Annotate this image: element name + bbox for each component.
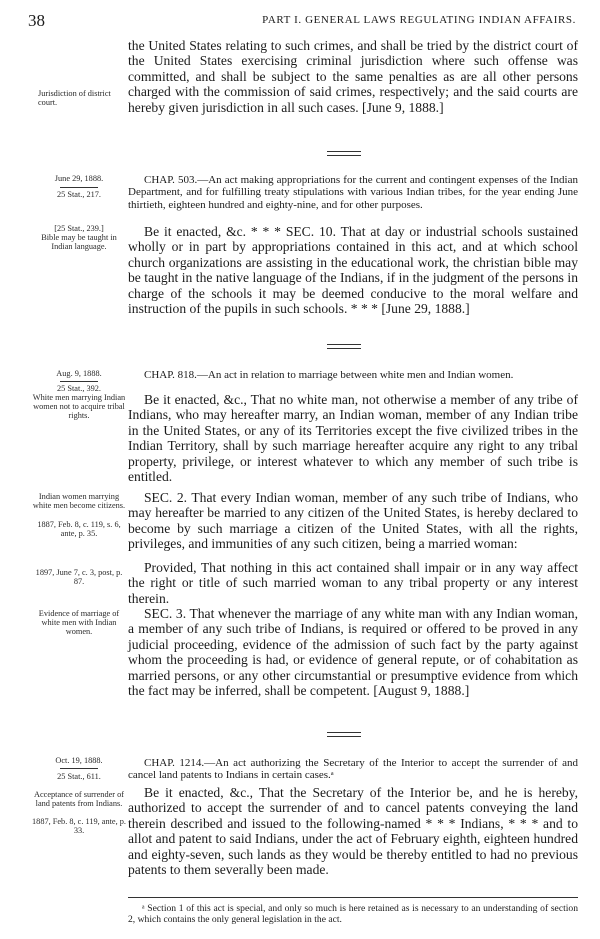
margin-note-cross-reference: 1897, June 7, c. 3, post, p. 87. [35,568,123,587]
chap-503-title: CHAP. 503.—An act making appropriations for the current and contingent expenses of the Indian Department, and for fulfilling treaty stipulations with various Indian tribes, for the year ending June thirtieth, eighteen hundred and eighty-nine, and for other purposes. [128,174,578,211]
margin-divider [60,187,98,188]
chap-818-section-2: SEC. 2. That every Indian woman, member of any such tribe of Indians, who may hereafter be married to any citizen of the United States, is hereby declared to become by such marriage a citizen of the United States, with all the rights, privileges, and immunities of any such citizen, being a married woman: [128,490,578,552]
page-header [28,11,576,29]
margin-note-jurisdiction: Jurisdiction of district court. [38,89,111,108]
margin-note-evidence: Evidence of marriage of white men with Indian women. [38,609,120,637]
margin-note-statute: 25 Stat., 392. [56,384,102,393]
footnote-rule [128,897,578,898]
margin-note-statute: [25 Stat., 239.] [54,224,104,233]
margin-note-acceptance: Acceptance of surrender of land patents from Indians. [33,790,125,809]
margin-note-statute: 25 Stat., 217. [56,190,102,199]
margin-note-cross-reference: 1887, Feb. 8, c. 119, s. 6, ante, p. 35. [37,520,121,539]
margin-divider [60,768,98,769]
margin-note-cross-reference: 1887, Feb. 8, c. 119, ante, p. 33. [32,817,126,836]
margin-note-statute: 25 Stat., 611. [57,772,101,781]
chap-503-section-10: Be it enacted, &c. * * * SEC. 10. That at day or industrial schools sustained wholly or in part by appropriations contained in this act, and at which school church organizations are assisting in the educational work, the christian bible may be taught in the native language of the Indians, if in the judgment of the persons in charge of the schools it may be deemed conducive to the moral welfare and instruction of the pupils in such schools. * * * [June 29, 1888.] [128,224,578,317]
margin-note-date: Aug. 9, 1888. [56,369,102,378]
margin-note-date: Oct. 19, 1888. [55,756,103,765]
footnote: ᵃ Section 1 of this act is special, and only so much is here retained as is necessary to an understanding of section 2, which contains the only general legislation in the act. [128,903,578,925]
chap-818-section-3: SEC. 3. That whenever the marriage of any white man with any Indian woman, a member of any such tribe of Indians, is required or offered to be proved in any judicial proceeding, evidence of the admission of such fact by the party against whom the proceeding is had, or evidence of general repute, or of cohabitation as married persons, or any other circumstantial or presumptive evidence from which the fact may be inferred, shall be competent. [August 9, 1888.] [128,606,578,699]
margin-note-indian-women: Indian women marrying white men become citizens. [32,492,126,511]
margin-note-white-men: White men marrying Indian women not to acquire tribal rights. [32,393,126,421]
section-separator [327,344,361,349]
chap-818-section-1: Be it enacted, &c., That no white man, not otherwise a member of any tribe of Indians, who may hereafter marry, an Indian woman, member of any Indian tribe in the United States, or any of its Territories except the five civilized tribes in the Indian Territory, shall by such marriage hereafter acquire any right to any tribal property, privilege, or interest whatever to which any member of such tribe is entitled. [128,392,578,485]
chap-1214-title: CHAP. 1214.—An act authorizing the Secretary of the Interior to accept the surrender of and cancel land patents to Indians in certain cases.ᵃ [128,757,578,782]
section-separator [327,151,361,156]
chap-1214-paragraph: Be it enacted, &c., That the Secretary of the Interior be, and he is hereby, authorized to accept the surrender of and to cancel patents conveying the land therein described and issued to the following-named * * * Indians, * * * and to allot and patent to said Indians, under the act of February eighth, eighteen hundred and eighty-seven, such lands as they would be thereby entitled to had no previous patents to them severally been made. [128,785,578,878]
margin-divider [60,381,98,382]
chap-818-proviso: Provided, That nothing in this act contained shall impair or in any way affect the right or title of such married woman to any tribal property or any interest therein. [128,560,578,606]
margin-note-bible: Bible may be taught in Indian language. [41,233,117,252]
section-separator [327,732,361,737]
running-head: PART I. GENERAL LAWS REGULATING INDIAN AFFAIRS. [262,14,576,26]
page-number: 38 [28,11,45,30]
chap-818-title: CHAP. 818.—An act in relation to marriage between white men and Indian women. [144,369,514,381]
margin-note-date: June 29, 1888. [54,174,104,183]
section-1-paragraph: the United States relating to such crimes, and shall be tried by the district court of the United States exercising criminal jurisdiction where such offense was committed, and shall be subject to the same penalties as are all other persons charged with the commission of said crimes, respectively; and the said courts are hereby given jurisdiction in all such cases. [June 9, 1888.] [128,38,578,115]
